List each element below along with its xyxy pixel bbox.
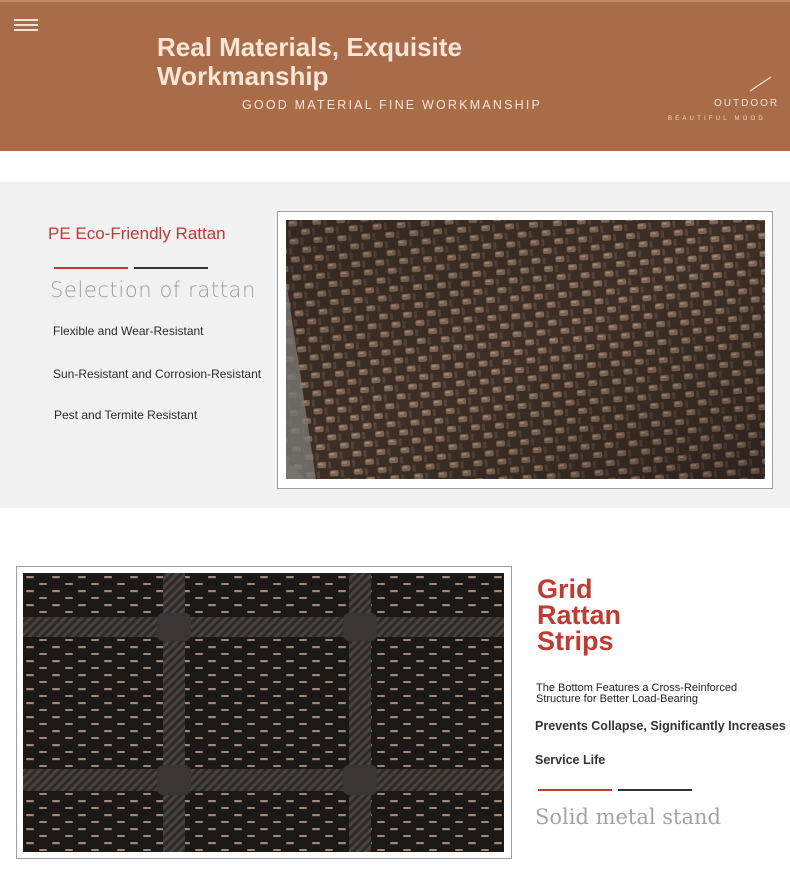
outdoor-label: OUTDOOR [714,98,780,109]
dark-divider [134,267,208,269]
section-heading: Grid Rattan Strips [537,574,622,656]
description-text: Prevents Collapse, Significantly Increases [535,719,786,733]
diagonal-slash-icon [749,76,773,92]
banner-top-border [0,0,790,2]
hamburger-menu-icon[interactable] [14,19,38,35]
section-heading: PE Eco-Friendly Rattan [48,224,226,243]
pe-rattan-section [0,182,790,508]
red-divider [54,267,128,269]
banner-title: Real Materials, Exquisite Workmanship [157,32,462,91]
banner-subtitle: GOOD MATERIAL FINE WORKMANSHIP [242,98,543,112]
header-banner [0,0,790,151]
grid-rattan-photo-frame [16,566,512,859]
rattan-weave-closeup-image [286,220,765,479]
description-text: The Bottom Features a Cross-Reinforced Structure for Better Load-Bearing [536,682,738,705]
feature-item: Pest and Termite Resistant [54,408,198,422]
grid-rattan-bottom-image [23,573,504,852]
description-text: Service Life [535,753,606,767]
dark-divider [618,789,692,791]
feature-item: Flexible and Wear-Resistant [53,324,204,338]
section-subheading: Selection of rattan [50,278,256,302]
rattan-weave-photo-frame [277,211,773,489]
outdoor-sublabel: BEAUTIFUL MOOD [668,116,766,122]
feature-item: Sun-Resistant and Corrosion-Resistant [53,367,262,381]
section-subheading: Solid metal stand [535,805,721,829]
red-divider [538,789,612,791]
